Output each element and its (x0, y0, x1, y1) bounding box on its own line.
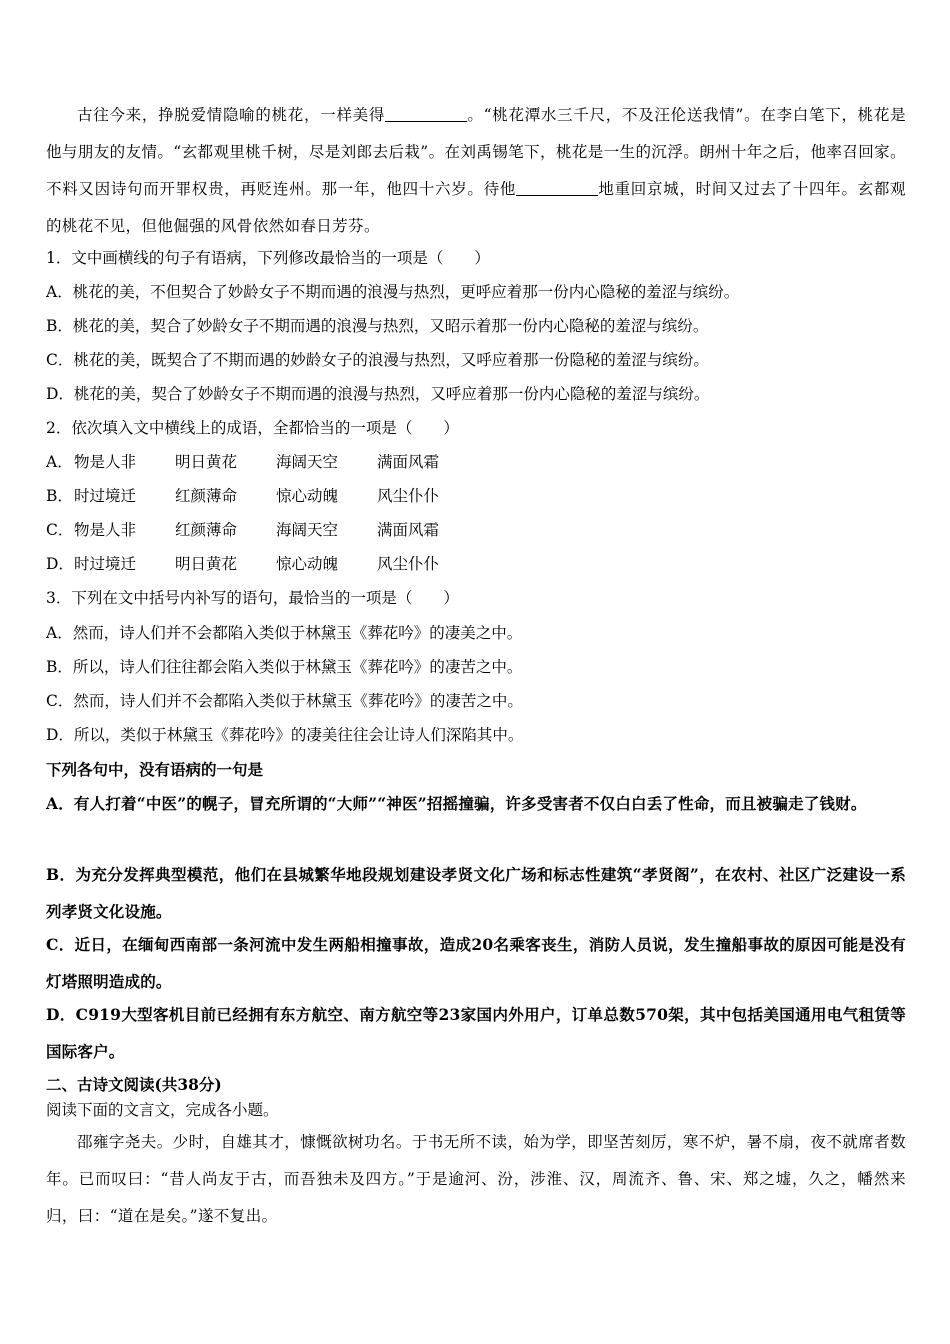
idiom: 满面风霜 (377, 521, 440, 539)
passage-text-2: 。“桃花潭水三千尺，不及汪伦送我情”。在李白笔下，桃花是他与朋友的友情。“玄都观里桃千树，尽是刘郎去后栽”。在刘禹锡笔下，桃花是一生的沉浮。朗州十年之后，他率召回家。不料又因诗句而开罪权贵，再贬连州。那一年，他四十六岁。待他 (46, 106, 906, 198)
question-3-option-c: C．然而，诗人们并不会都陷入类似于林黛玉《葬花吟》的凄苦之中。 (46, 692, 523, 710)
question-1-option-d: D．桃花的美，契合了妙龄女子不期而遇的浪漫与热烈，又呼应着那一份内心隐秘的羞涩与缤纷。 (46, 385, 710, 403)
option-label: C． (46, 521, 74, 539)
idiom: 明日黄花 (175, 453, 238, 471)
section-2-title: 二、古诗文阅读(共38分) (46, 1075, 222, 1094)
option-label: D． (46, 555, 74, 573)
question-4-option-c: C．近日，在缅甸西南部一条河流中发生两船相撞事故，造成20名乘客丧生，消防人员说，发生撞船事故的原因可能是没有灯塔照明造成的。 (46, 935, 906, 991)
passage-text-1: 古往今来，挣脱爱情隐喻的桃花，一样美得 (77, 106, 386, 124)
idiom: 明日黄花 (175, 555, 238, 573)
idiom: 海阔天空 (276, 453, 339, 471)
idiom: 物是人非 (74, 521, 137, 539)
question-3-option-d: D．所以，类似于林黛玉《葬花吟》的凄美往往会让诗人们深陷其中。 (46, 726, 524, 744)
question-3-option-b: B．所以，诗人们往往都会陷入类似于林黛玉《葬花吟》的凄苦之中。 (46, 658, 523, 676)
idiom: 风尘仆仆 (377, 555, 440, 573)
idiom: 时过境迁 (74, 487, 137, 505)
question-4-option-d: D．C919大型客机目前已经拥有东方航空、南方航空等23家国内外用户，订单总数570架，其中包括美国通用电气租赁等国际客户。 (46, 1005, 906, 1061)
section-2-instruction: 阅读下面的文言文，完成各小题。 (46, 1101, 279, 1119)
question-1-option-a: A．桃花的美，不但契合了妙龄女子不期而遇的浪漫与热烈，更呼应着那一份内心隐秘的羞涩与缤纷。 (46, 283, 740, 301)
question-4-option-a: A．有人打着“中医”的幌子，冒充所谓的“大师”“神医”招摇撞骗，许多受害者不仅白白丢了性命，而且被骗走了钱财。 (46, 794, 867, 813)
question-1-option-b: B．桃花的美，契合了妙龄女子不期而遇的浪漫与热烈，又昭示着那一份内心隐秘的羞涩与缤纷。 (46, 317, 709, 335)
fill-blank-2 (516, 179, 598, 196)
question-2-option-d (46, 553, 478, 575)
idiom: 物是人非 (74, 453, 137, 471)
idiom: 海阔天空 (276, 521, 339, 539)
idiom: 时过境迁 (74, 555, 137, 573)
question-3-option-a: A．然而，诗人们并不会都陷入类似于林黛玉《葬花吟》的凄美之中。 (46, 624, 523, 642)
option-label: A． (46, 453, 73, 471)
idiom: 红颜薄命 (175, 521, 238, 539)
question-3-stem: 3．下列在文中括号内补写的语句，最恰当的一项是（ ） (46, 589, 459, 607)
question-1-stem: 1．文中画横线的句子有语病，下列修改最恰当的一项是（ ） (46, 249, 490, 267)
question-1-option-c: C．桃花的美，既契合了不期而遇的妙龄女子的浪漫与热烈，又呼应着那一份隐秘的羞涩与缤纷。 (46, 351, 709, 369)
question-4-stem: 下列各句中，没有语病的一句是 (46, 760, 264, 779)
classical-passage: 邵雍字尧夫。少时，自雄其才，慷慨欲树功名。于书无所不读，始为学，即坚苦刻厉，寒不炉，暑不扇，夜不就席者数年。已而叹曰：“昔人尚友于古，而吾独未及四方。”于是逾河、汾，涉淮、汉，周流齐、鲁、宋、郑之墟，久之，幡然来归，曰：“道在是矣。”遂不复出。 (46, 1133, 906, 1225)
passage-text-3: 地重回京城，时间又过去了十四年。玄都观的桃花不见，但他倔强的风骨依然如春日芳芬。 (46, 180, 906, 235)
question-4-option-b: B．为充分发挥典型模范，他们在县城繁华地段规划建设孝贤文化广场和标志性建筑“孝贤阁”，在农村、社区广泛建设一系列孝贤文化设施。 (46, 865, 906, 921)
idiom: 惊心动魄 (276, 555, 339, 573)
idiom: 惊心动魄 (276, 487, 339, 505)
question-2-option-c (46, 519, 478, 541)
question-2-option-b (46, 485, 478, 507)
fill-blank-1 (385, 105, 467, 122)
idiom: 风尘仆仆 (377, 487, 440, 505)
question-2-stem: 2．依次填入文中横线上的成语，全都恰当的一项是（ ） (46, 419, 459, 437)
passage-paragraph (46, 97, 906, 245)
idiom: 红颜薄命 (175, 487, 238, 505)
idiom: 满面风霜 (377, 453, 440, 471)
question-2-option-a (46, 451, 478, 473)
option-label: B． (46, 487, 73, 505)
